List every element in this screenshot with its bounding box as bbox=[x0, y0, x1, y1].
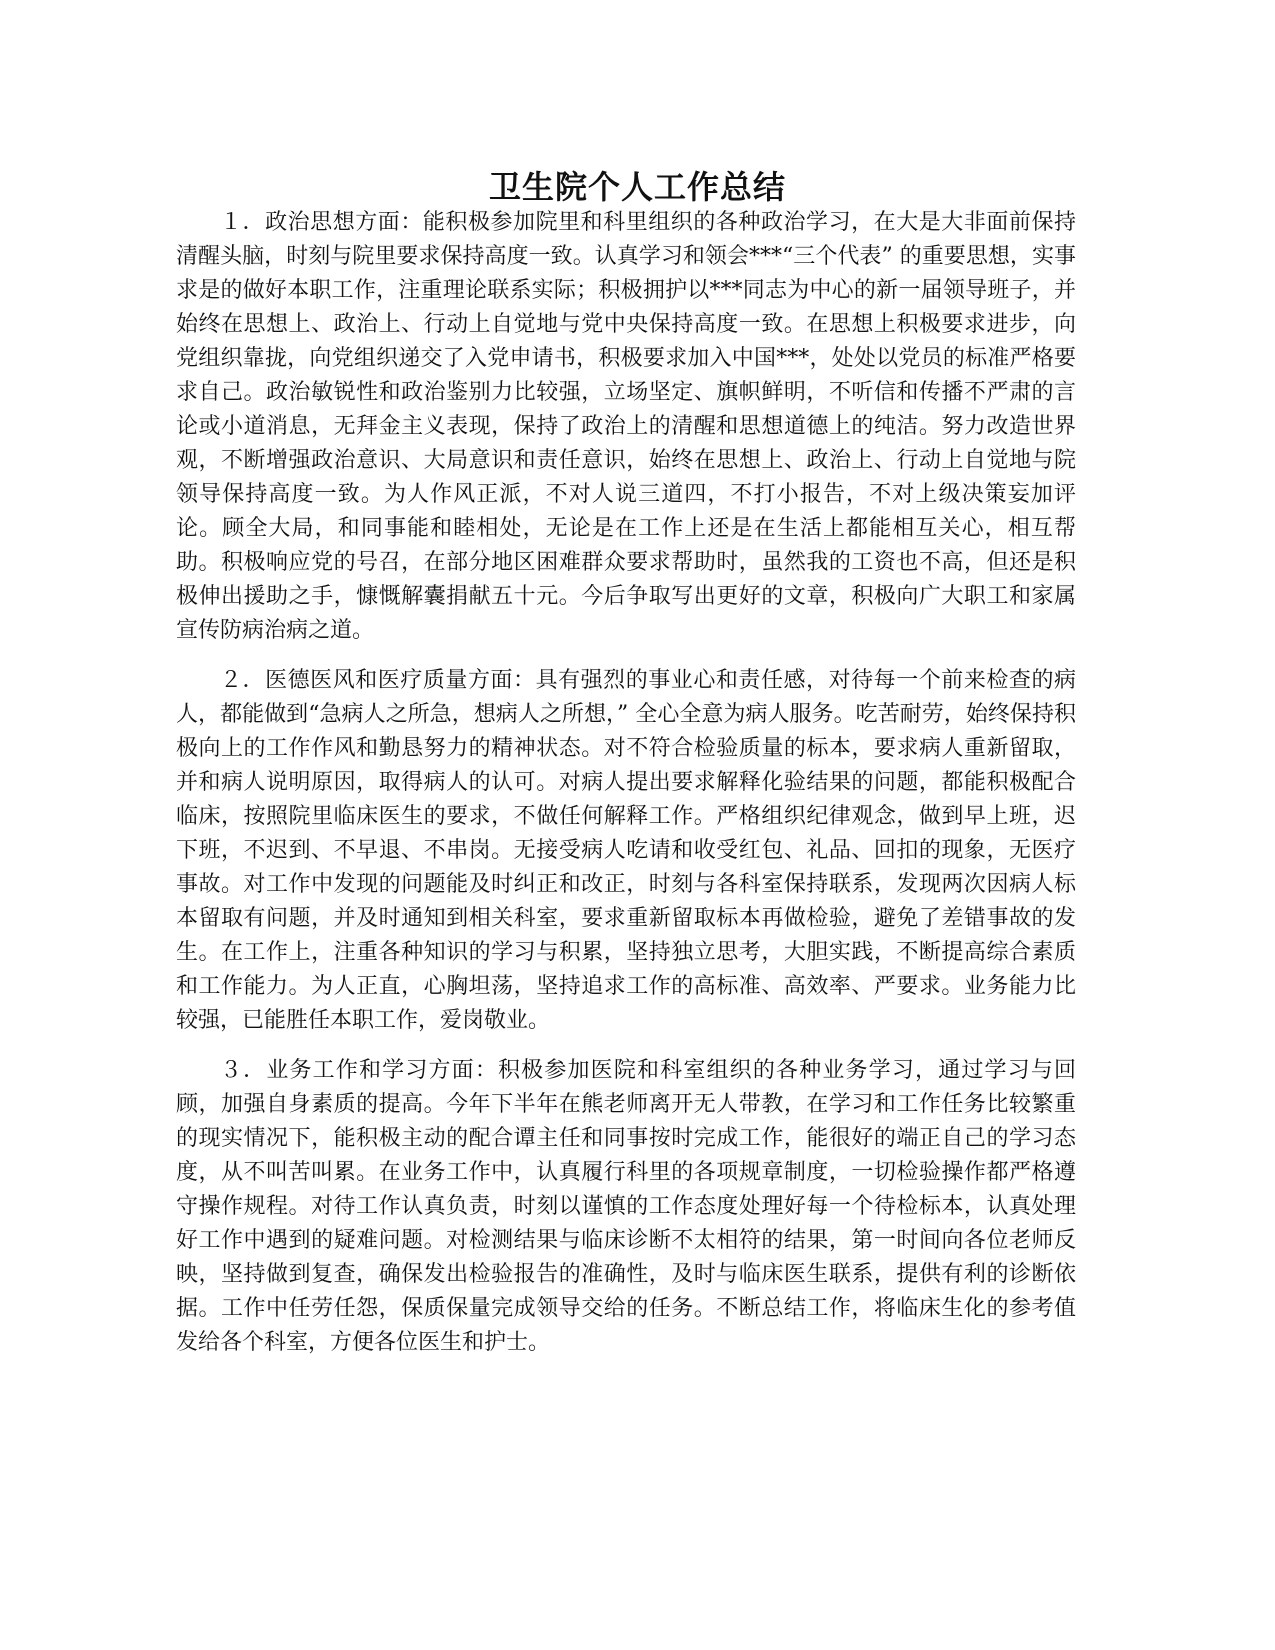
paragraph-political-thought: １．政治思想方面：能积极参加院里和科里组织的各种政治学习，在大是大非面前保持清醒头脑，时刻与院里要求保持高度一致。认真学习和领会***“三个代表” 的重要思想，实事求是的做好本职工作，注重理论联系实际；积极拥护以***同志为中心的新一届领导班子，并始终在思想上、政治上、行动上自觉地与党中央保持高度一致。在思想上积极要求进步，向党组织靠拢，向党组织递交了入党申请书，积极要求加入中国***，处处以党员的标准严格要求自己。政治敏锐性和政治鉴别力比较强，立场坚定、旗帜鲜明，不听信和传播不严肃的言论或小道消息，无拜金主义表现，保持了政治上的清醒和思想道德上的纯洁。努力改造世界观，不断增强政治意识、大局意识和责任意识，始终在思想上、政治上、行动上自觉地与院领导保持高度一致。为人作风正派，不对人说三道四，不打小报告，不对上级决策妄加评论。顾全大局，和同事能和睦相处，无论是在工作上还是在生活上都能相互关心，相互帮助。积极响应党的号召，在部分地区困难群众要求帮助时，虽然我的工资也不高，但还是积极伸出援助之手，慷慨解囊捐献五十元。今后争取写出更好的文章，积极向广大职工和家属宣传防病治病之道。 bbox=[176, 210, 1076, 643]
paragraph-medical-ethics: ２．医德医风和医疗质量方面：具有强烈的事业心和责任感，对待每一个前来检查的病人，都能做到“急病人之所急，想病人之所想，” 全心全意为病人服务。吃苦耐劳，始终保持积极向上的工作作风和勤恳努力的精神状态。对不符合检验质量的标本，要求病人重新留取，并和病人说明原因，取得病人的认可。对病人提出要求解释化验结果的问题，都能积极配合临床，按照院里临床医生的要求，不做任何解释工作。严格组织纪律观念，做到早上班，迟下班，不迟到、不早退、不串岗。无接受病人吃请和收受红包、礼品、回扣的现象，无医疗事故。对工作中发现的问题能及时纠正和改正，时刻与各科室保持联系，发现两次因病人标本留取有问题，并及时通知到相关科室，要求重新留取标本再做检验，避免了差错事故的发生。在工作上，注重各种知识的学习与积累，坚持独立思考，大胆实践，不断提高综合素质和工作能力。为人正直，心胸坦荡，坚持追求工作的高标准、高效率、严要求。业务能力比较强，已能胜任本职工作，爱岗敬业。 bbox=[176, 668, 1076, 1033]
paragraph-work-and-study: ３．业务工作和学习方面：积极参加医院和科室组织的各种业务学习，通过学习与回顾，加强自身素质的提高。今年下半年在熊老师离开无人带教，在学习和工作任务比较繁重的现实情况下，能积极主动的配合谭主任和同事按时完成工作，能很好的端正自己的学习态度，从不叫苦叫累。在业务工作中，认真履行科里的各项规章制度，一切检验操作都严格遵守操作规程。对待工作认真负责，时刻以谨慎的工作态度处理好每一个待检标本，认真处理好工作中遇到的疑难问题。对检测结果与临床诊断不太相符的结果，第一时间向各位老师反映，坚持做到复查，确保发出检验报告的准确性，及时与临床医生联系，提供有利的诊断依据。工作中任劳任怨，保质保量完成领导交给的任务。不断总结工作，将临床生化的参考值发给各个科室，方便各位医生和护士。 bbox=[176, 1058, 1076, 1355]
document-body bbox=[176, 206, 1076, 1376]
document-title: 卫生院个人工作总结 bbox=[488, 168, 786, 207]
